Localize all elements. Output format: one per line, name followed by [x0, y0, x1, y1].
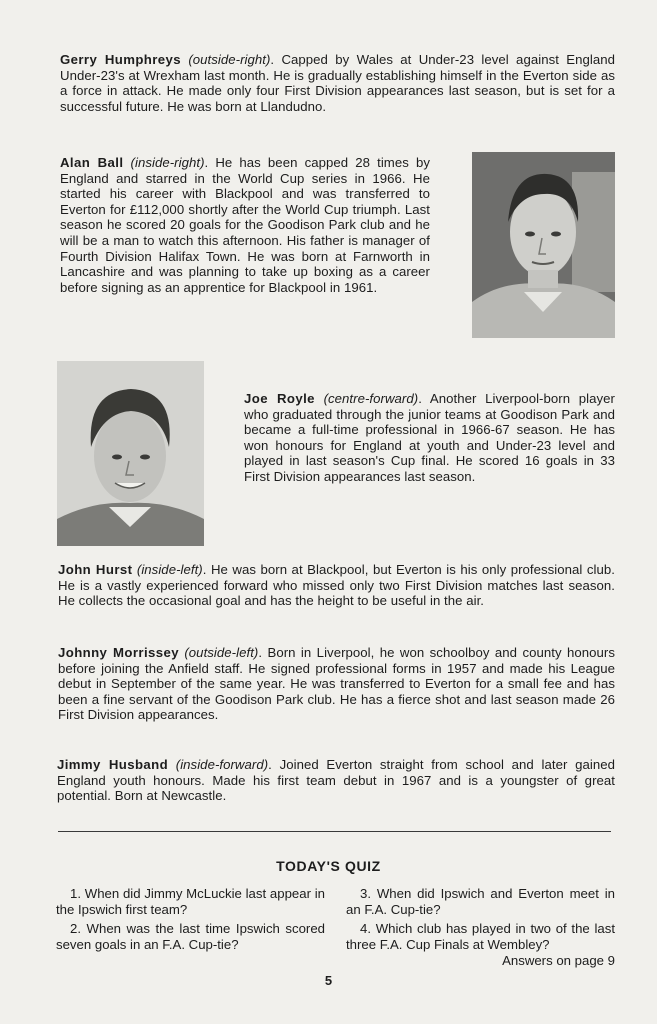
player-position: (inside-left) — [136, 562, 203, 577]
player-bio-text: . Capped by Wales at Under-23 level against England Under-23's at Wrexham last month. He is gradually establishing himself in the Everton side as a force in attack. He made only four First Division appearances last season, but is set for a successful future. He was born at Llandudno. — [60, 52, 615, 114]
player-photo-ball — [472, 152, 615, 338]
player-name: Joe Royle — [244, 391, 315, 406]
player-name: Jimmy Husband — [57, 757, 169, 772]
player-bio-text: . He was born at Blackpool, but Everton is his only professional club. He is a vastly experienced forward who missed only two First Division matches last season. He collects the occasional goal and has the height to be useful in the air. — [58, 562, 615, 609]
quiz-title: TODAY'S QUIZ — [276, 858, 381, 874]
player-position: (inside-right) — [130, 155, 205, 170]
player-bio-text: . He has been capped 28 times by England and starred in the World Cup series in 1966. He started his career with Blackpool and was transferred to Everton for £112,000 shortly after the World Cup triumph. Last season he scored 20 goals for the Goodison Park club and he will be a man to watch this afternoon. His father is manager of Fourth Division Halifax Town. He was born at Farnworth in Lancashire and was planning to take up boxing as a career before signing as an apprentice for Blackpool in 1961. — [60, 155, 430, 295]
player-position: (inside-forward) — [175, 757, 269, 772]
quiz-question-text: 4. Which club has played in two of the last three F.A. Cup Finals at Wembley? — [346, 921, 615, 952]
quiz-question-1 — [56, 886, 325, 917]
quiz-question-text: 2. When was the last time Ipswich scored seven goals in an F.A. Cup-tie? — [56, 921, 325, 952]
divider — [58, 831, 611, 832]
quiz-question-3 — [346, 886, 615, 917]
answers-note: Answers on page 9 — [502, 953, 615, 968]
player-bio-royle — [244, 391, 615, 485]
player-name: Johnny Morrissey — [58, 645, 179, 660]
quiz-question-text: 1. When did Jimmy McLuckie last appear in the Ipswich first team? — [56, 886, 325, 917]
player-bio-hurst — [58, 562, 615, 609]
quiz-question-4 — [346, 921, 615, 952]
player-name: John Hurst — [58, 562, 133, 577]
player-name: Alan Ball — [60, 155, 124, 170]
player-photo-royle — [57, 361, 204, 546]
player-bio-humphreys — [60, 52, 615, 114]
player-bio-husband — [57, 757, 615, 804]
player-bio-morrissey — [58, 645, 615, 723]
player-name: Gerry Humphreys — [60, 52, 181, 67]
player-bio-ball — [60, 155, 430, 295]
player-position: (centre-forward) — [323, 391, 419, 406]
player-bio-text: . Joined Everton straight from school and later gained England youth honours. Made his first team debut in 1967 and is a youngster of great potential. Born at Newcastle. — [57, 757, 616, 804]
player-position: (outside-right) — [188, 52, 271, 67]
player-bio-text: . Another Liverpool-born player who graduated through the junior teams at Goodison Park and became a full-time professional in 1966-67 season. He has won honours for England at youth and Under-23 level and played in last season's Cup final. He scored 16 goals in 33 First Division appearances last season. — [244, 391, 615, 484]
player-position: (outside-left) — [184, 645, 259, 660]
player-bio-text: . Born in Liverpool, he won schoolboy and county honours before joining the Anfield staff. He signed professional forms in 1957 and made his League debut in September of the same year. He was transferred to Everton for a small fee and has been a fine servant of the Goodison Park club. He has a fierce shot and last season made 26 First Division appearances. — [58, 645, 616, 723]
quiz-question-2 — [56, 921, 325, 952]
page-number: 5 — [324, 973, 333, 988]
quiz-question-text: 3. When did Ipswich and Everton meet in an F.A. Cup-tie? — [346, 886, 615, 917]
